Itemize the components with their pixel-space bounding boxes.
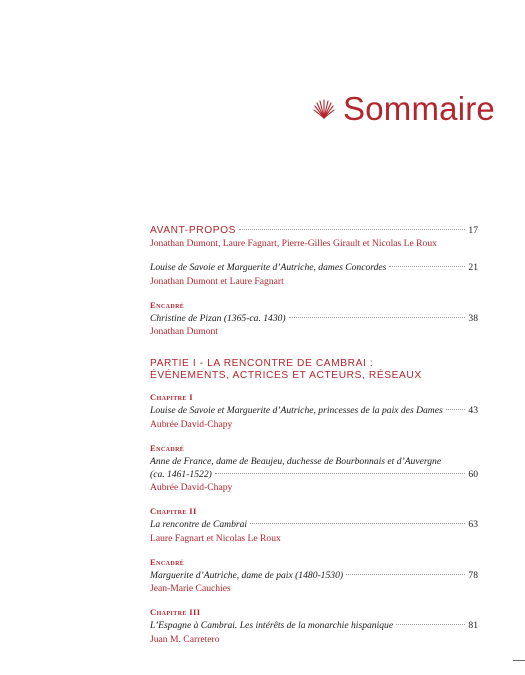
toc-entry-encadre-anne <box>150 442 478 495</box>
toc-entry-avant-propos <box>150 224 478 250</box>
entry-title: Christine de Pizan (1365-ca. 1430) <box>150 312 286 324</box>
dot-leader <box>446 409 466 410</box>
page-title: Sommaire <box>343 90 495 127</box>
table-of-contents <box>150 224 478 657</box>
entry-author: Juan M. Carretero <box>150 633 220 645</box>
dot-leader <box>250 523 465 524</box>
toc-entry-encadre-christine <box>150 299 478 338</box>
page-heading <box>313 92 495 125</box>
entry-title: Marguerite d’Autriche, dame de paix (1480-1530) <box>150 569 344 581</box>
entry-author: Jonathan Dumont et Laure Fagnart <box>150 275 284 287</box>
entry-label: Encadré <box>150 556 185 567</box>
page-number: 43 <box>468 405 478 417</box>
entry-title: L’Espagne à Cambrai. Les intérêts de la monarchie hispanique <box>150 620 394 632</box>
entry-author: Laure Fagnart et Nicolas Le Roux <box>150 532 281 544</box>
entry-author: Jonathan Dumont <box>150 326 218 338</box>
entry-title-line-2: (ca. 1461-1522) <box>150 469 212 481</box>
page-number: 21 <box>468 262 478 274</box>
toc-entry-encadre-marguerite <box>150 556 478 595</box>
dot-leader <box>239 229 465 230</box>
dot-leader <box>389 266 465 267</box>
part-heading-line-2: ÉVÉNEMENTS, ACTRICES ET ACTEURS, RÉSEAUX <box>150 369 422 381</box>
shell-ornament-icon <box>313 98 335 120</box>
entry-label: Chapitre I <box>150 392 194 403</box>
part-heading-line-1: PARTIE I - LA RENCONTRE DE CAMBRAI : <box>150 358 374 370</box>
entry-author: Aubrée David-Chapy <box>150 418 233 430</box>
entry-label: Chapitre III <box>150 607 201 618</box>
entry-author: Jean-Marie Cauchies <box>150 583 231 595</box>
page-number: 78 <box>468 569 478 581</box>
toc-entry-chapitre-3 <box>150 606 478 645</box>
entry-author: Jonathan Dumont, Laure Fagnart, Pierre-Gilles Girault et Nicolas Le Roux <box>150 238 437 250</box>
entry-author: Aubrée David-Chapy <box>150 482 233 494</box>
dot-leader <box>215 473 466 474</box>
page-number: 63 <box>468 519 478 531</box>
dot-leader <box>396 624 465 625</box>
crop-mark <box>513 660 525 661</box>
entry-label: Encadré <box>150 299 185 310</box>
page-number: 81 <box>468 620 478 632</box>
toc-entry-chapitre-2 <box>150 505 478 544</box>
toc-entry-chapitre-1 <box>150 391 478 430</box>
dot-leader <box>289 317 466 318</box>
entry-title: La rencontre de Cambrai <box>150 519 248 531</box>
page-number: 38 <box>468 312 478 324</box>
entry-title-line-1: Anne de France, dame de Beaujeu, duchesse de Bourbonnais et d’Auvergne <box>150 455 442 467</box>
dot-leader <box>346 574 465 575</box>
entry-title: Louise de Savoie et Marguerite d’Autriche, dames Concordes <box>150 262 387 274</box>
page-number: 17 <box>468 225 478 236</box>
entry-label: Encadré <box>150 442 185 453</box>
section-title: AVANT-PROPOS <box>150 225 237 236</box>
entry-label: Chapitre II <box>150 506 197 517</box>
page-number: 60 <box>468 469 478 481</box>
part-heading <box>150 358 478 381</box>
toc-entry-louise-concordes <box>150 261 478 287</box>
entry-title: Louise de Savoie et Marguerite d’Autriche, princesses de la paix des Dames <box>150 405 443 417</box>
